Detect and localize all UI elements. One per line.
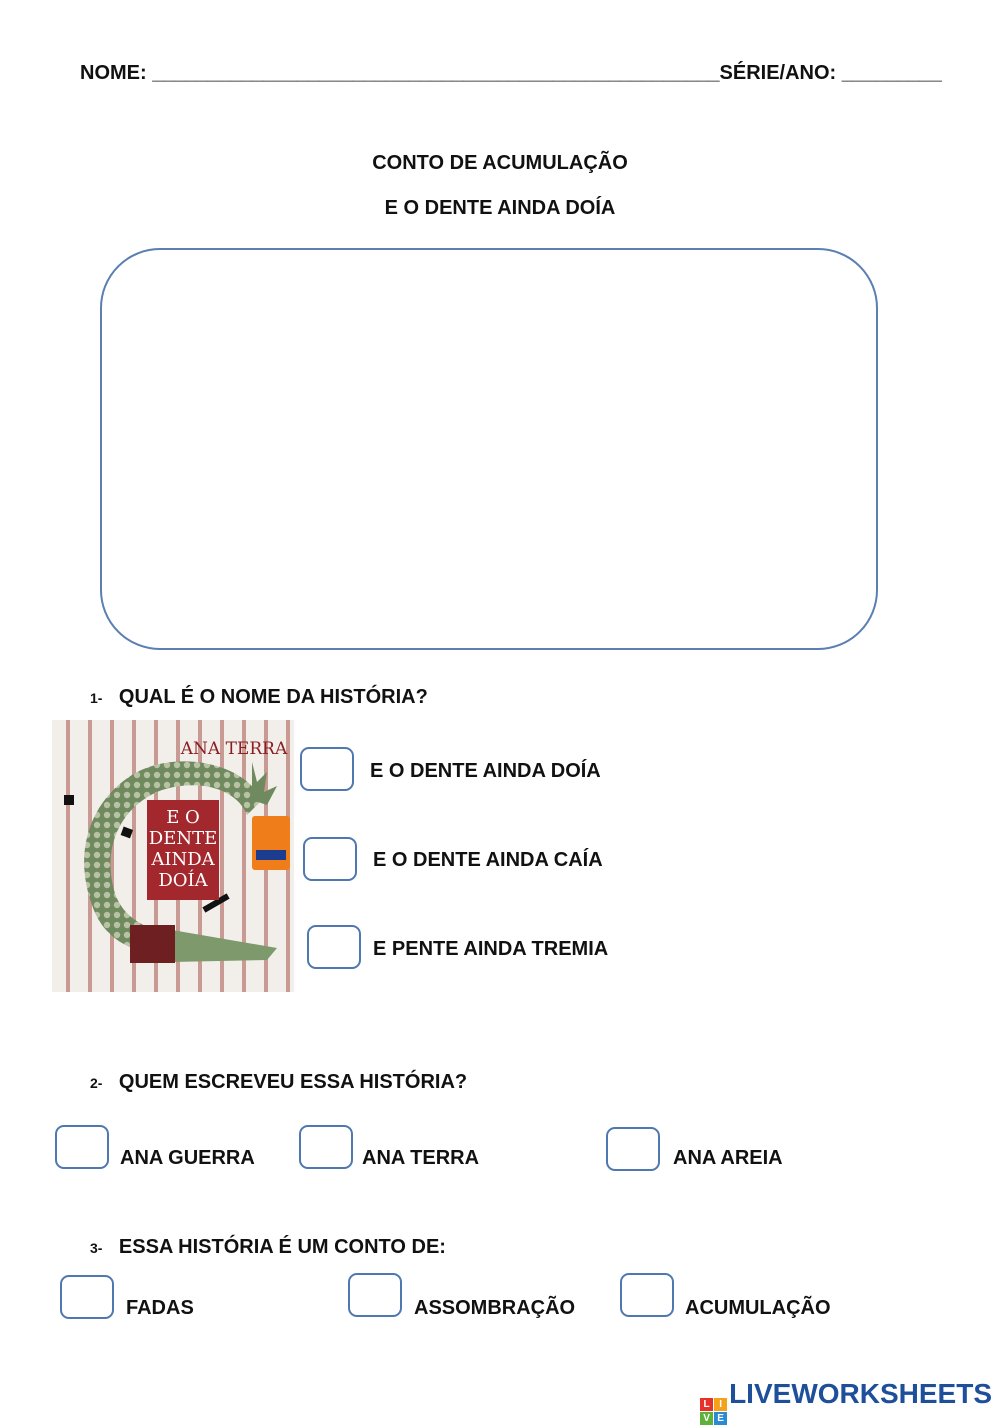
cover-title-line-4: DOÍA	[158, 870, 208, 891]
question-3	[90, 1236, 446, 1259]
liveworksheets-logo	[700, 1378, 992, 1425]
book-cover-image	[52, 720, 294, 992]
q1-option-1-checkbox[interactable]	[300, 747, 354, 791]
badge-letter-v: V	[700, 1412, 713, 1425]
badge-letter-e: E	[714, 1412, 727, 1425]
student-header	[80, 62, 942, 85]
cover-author: ANA TERRA	[180, 739, 288, 759]
brand-name: LIVEWORKSHEETS	[729, 1378, 992, 1409]
q3-option-2-label: ASSOMBRAÇÃO	[414, 1297, 576, 1319]
badge-letter-l: L	[700, 1398, 713, 1411]
question-3-number: 3-	[90, 1240, 103, 1256]
question-2-number: 2-	[90, 1075, 103, 1091]
name-blank[interactable]: ___________________________________________________	[152, 62, 720, 84]
q2-option-3-checkbox[interactable]	[606, 1127, 660, 1171]
grade-blank[interactable]: _________	[841, 62, 942, 84]
q1-option-1-label: E O DENTE AINDA DOÍA	[370, 760, 601, 782]
q2-option-2-label: ANA TERRA	[362, 1147, 480, 1169]
question-2-text: QUEM ESCREVEU ESSA HISTÓRIA?	[118, 1071, 468, 1093]
q2-option-1-checkbox[interactable]	[55, 1125, 109, 1169]
question-2	[90, 1071, 467, 1094]
live-badge-icon	[700, 1398, 727, 1425]
book-cover-illustration	[52, 720, 294, 992]
q3-option-1-checkbox[interactable]	[60, 1275, 114, 1319]
q2-option-1-label: ANA GUERRA	[120, 1147, 255, 1169]
name-label: NOME:	[80, 62, 147, 84]
q1-option-3-checkbox[interactable]	[307, 925, 361, 969]
cover-title-line-2: DENTE	[148, 828, 218, 849]
q3-option-1-label: FADAS	[126, 1297, 194, 1319]
drawing-area[interactable]	[100, 248, 878, 650]
q3-option-3-checkbox[interactable]	[620, 1273, 674, 1317]
q3-option-3-label: ACUMULAÇÃO	[685, 1297, 831, 1319]
question-1-number: 1-	[90, 690, 103, 706]
story-title: E O DENTE AINDA DOÍA	[384, 197, 616, 219]
q1-option-2-label: E O DENTE AINDA CAÍA	[373, 849, 603, 871]
q1-option-2-checkbox[interactable]	[303, 837, 357, 881]
q3-option-2-checkbox[interactable]	[348, 1273, 402, 1317]
q2-option-3-label: ANA AREIA	[673, 1147, 783, 1169]
cover-title-line-1: E O	[166, 807, 200, 828]
grade-label: SÉRIE/ANO:	[719, 62, 837, 84]
badge-letter-i: I	[714, 1398, 727, 1411]
cover-title-line-3: AINDA	[151, 849, 215, 870]
question-1	[90, 686, 428, 709]
q2-option-2-checkbox[interactable]	[299, 1125, 353, 1169]
q1-option-3-label: E PENTE AINDA TREMIA	[373, 938, 609, 960]
worksheet-title: CONTO DE ACUMULAÇÃO	[372, 152, 628, 174]
question-3-text: ESSA HISTÓRIA É UM CONTO DE:	[118, 1236, 446, 1258]
question-1-text: QUAL É O NOME DA HISTÓRIA?	[118, 686, 428, 708]
